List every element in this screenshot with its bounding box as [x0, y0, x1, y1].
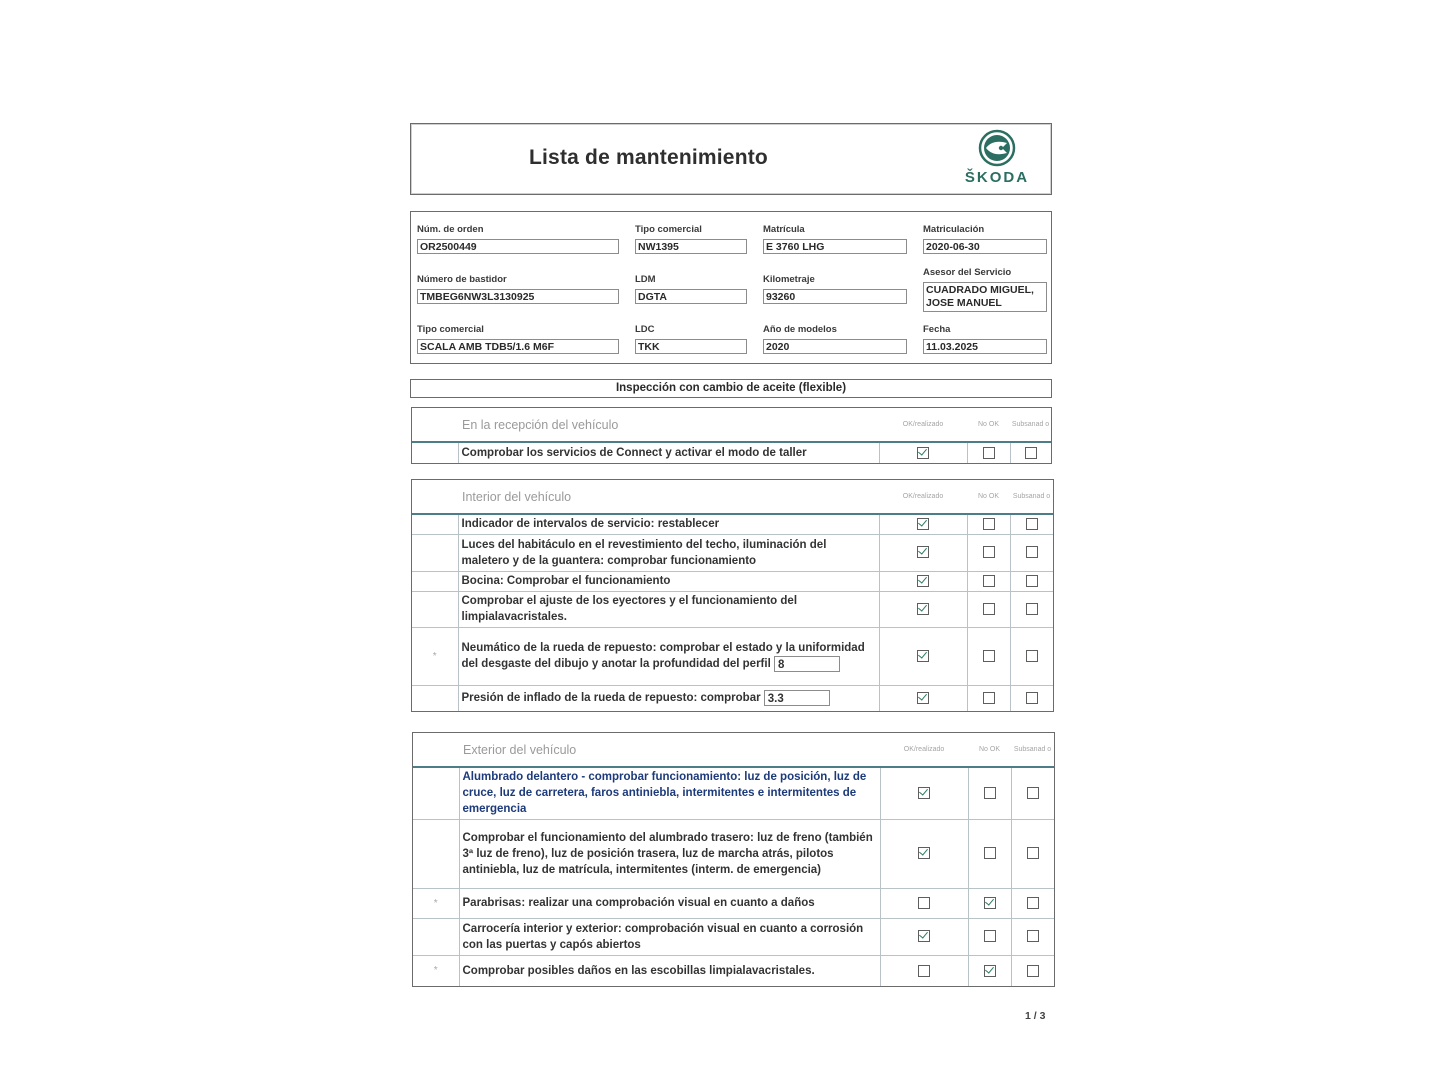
section-title: En la recepción del vehículo	[412, 408, 879, 442]
ok-checkbox[interactable]	[917, 603, 929, 615]
row-text: Bocina: Comprobar el funcionamiento	[458, 571, 879, 591]
not-ok-checkbox[interactable]	[983, 447, 995, 459]
inspection-type-banner: Inspección con cambio de aceite (flexible)	[410, 379, 1052, 398]
row-mark	[412, 442, 458, 463]
col-solved-header: Subsanad o	[1010, 480, 1053, 514]
solved-checkbox[interactable]	[1026, 518, 1038, 530]
checklist-row	[412, 442, 1051, 463]
row-text: Comprobar el funcionamiento del alumbrado trasero: luz de freno (también 3ª luz de freno), luz de posición trasera, luz de marcha atrás, pilotos antiniebla, luz de matrícula, intermitentes (interm. de emergencia)	[459, 819, 880, 888]
checklist-row	[412, 685, 1053, 711]
page-number: 1 / 3	[1025, 1010, 1046, 1022]
checklist-row	[412, 514, 1053, 534]
row-mark	[412, 534, 458, 571]
col-ok-header: OK/realizado	[880, 733, 968, 767]
col-not-ok-header: No OK	[967, 408, 1010, 442]
col-ok-header: OK/realizado	[879, 480, 967, 514]
section-reception	[411, 407, 1052, 464]
ok-checkbox[interactable]	[917, 650, 929, 662]
row-text: Luces del habitáculo en el revestimiento del techo, iluminación del maletero y de la guantera: comprobar funcionamiento	[458, 534, 879, 571]
ok-checkbox[interactable]	[917, 575, 929, 587]
checklist-row	[412, 627, 1053, 685]
row-text: Comprobar los servicios de Connect y activar el modo de taller	[458, 442, 879, 463]
vehicle-info-box	[410, 211, 1052, 364]
checklist-row	[412, 534, 1053, 571]
registration-date-field: Matriculación 2020-06-30	[923, 224, 1047, 254]
not-ok-checkbox[interactable]	[984, 897, 996, 909]
ldm-field: LDM DGTA	[635, 274, 747, 304]
row-text: Alumbrado delantero - comprobar funcionamiento: luz de posición, luz de cruce, luz de carretera, faros antiniebla, intermitentes e intermitentes de emergencia	[459, 767, 880, 819]
row-mark	[412, 514, 458, 534]
row-mark	[413, 767, 459, 819]
date-field: Fecha 11.03.2025	[923, 324, 1047, 354]
solved-checkbox[interactable]	[1026, 603, 1038, 615]
tread-depth-input[interactable]: 8	[774, 656, 840, 672]
section-title: Exterior del vehículo	[413, 733, 880, 767]
skoda-arrow-icon	[977, 129, 1017, 167]
solved-checkbox[interactable]	[1026, 546, 1038, 558]
col-not-ok-header: No OK	[968, 733, 1011, 767]
row-text: Comprobar posibles daños en las escobillas limpialavacristales.	[459, 955, 880, 986]
ok-checkbox[interactable]	[918, 965, 930, 977]
col-solved-header: Subsanad o	[1010, 408, 1051, 442]
checklist-row	[413, 955, 1054, 986]
ok-checkbox[interactable]	[918, 930, 930, 942]
ok-checkbox[interactable]	[918, 897, 930, 909]
mileage-field: Kilometraje 93260	[763, 274, 907, 304]
solved-checkbox[interactable]	[1027, 897, 1039, 909]
row-mark	[412, 571, 458, 591]
row-mark	[413, 819, 459, 888]
solved-checkbox[interactable]	[1027, 930, 1039, 942]
not-ok-checkbox[interactable]	[984, 787, 996, 799]
not-ok-checkbox[interactable]	[984, 930, 996, 942]
not-ok-checkbox[interactable]	[983, 518, 995, 530]
row-mark	[413, 918, 459, 955]
row-text: Neumático de la rueda de repuesto: comprobar el estado y la uniformidad del desgaste del dibujo y anotar la profundidad del perfil	[461, 641, 865, 671]
solved-checkbox[interactable]	[1027, 965, 1039, 977]
section-interior	[411, 479, 1054, 712]
solved-checkbox[interactable]	[1026, 650, 1038, 662]
order-number-field: Núm. de orden OR2500449	[417, 224, 619, 254]
checklist-row	[413, 888, 1054, 918]
ldc-field: LDC TKK	[635, 324, 747, 354]
not-ok-checkbox[interactable]	[983, 575, 995, 587]
checklist-row	[413, 918, 1054, 955]
vin-field: Número de bastidor TMBEG6NW3L3130925	[417, 274, 619, 304]
row-text: Presión de inflado de la rueda de repuesto: comprobar	[461, 692, 761, 705]
not-ok-checkbox[interactable]	[983, 603, 995, 615]
skoda-logo	[955, 129, 1039, 189]
ok-checkbox[interactable]	[917, 518, 929, 530]
col-ok-header: OK/realizado	[879, 408, 967, 442]
solved-checkbox[interactable]	[1027, 847, 1039, 859]
not-ok-checkbox[interactable]	[984, 847, 996, 859]
service-advisor-field: Asesor del Servicio CUADRADO MIGUEL, JOSE MANUEL	[923, 267, 1047, 312]
col-solved-header: Subsanad o	[1011, 733, 1054, 767]
not-ok-checkbox[interactable]	[983, 546, 995, 558]
commercial-type-field: Tipo comercial NW1395	[635, 224, 747, 254]
checklist-row	[413, 819, 1054, 888]
tire-pressure-input[interactable]: 3.3	[764, 690, 830, 706]
not-ok-checkbox[interactable]	[983, 692, 995, 704]
row-mark	[412, 591, 458, 627]
ok-checkbox[interactable]	[917, 546, 929, 558]
row-mark: *	[412, 627, 458, 685]
row-mark: *	[413, 955, 459, 986]
skoda-wordmark: ŠKODA	[964, 169, 1030, 186]
row-text: Comprobar el ajuste de los eyectores y el funcionamiento del limpialavacristales.	[458, 591, 879, 627]
ok-checkbox[interactable]	[918, 787, 930, 799]
not-ok-checkbox[interactable]	[983, 650, 995, 662]
solved-checkbox[interactable]	[1027, 787, 1039, 799]
solved-checkbox[interactable]	[1026, 692, 1038, 704]
ok-checkbox[interactable]	[918, 847, 930, 859]
not-ok-checkbox[interactable]	[984, 965, 996, 977]
commercial-model-field: Tipo comercial SCALA AMB TDB5/1.6 M6F	[417, 324, 619, 354]
model-year-field: Año de modelos 2020	[763, 324, 907, 354]
ok-checkbox[interactable]	[917, 692, 929, 704]
row-mark	[412, 685, 458, 711]
solved-checkbox[interactable]	[1025, 447, 1037, 459]
section-title: Interior del vehículo	[412, 480, 879, 514]
license-plate-field: Matrícula E 3760 LHG	[763, 224, 907, 254]
section-exterior	[412, 732, 1055, 987]
ok-checkbox[interactable]	[917, 447, 929, 459]
title-box	[410, 123, 1052, 195]
row-text: Parabrisas: realizar una comprobación visual en cuanto a daños	[459, 888, 880, 918]
solved-checkbox[interactable]	[1026, 575, 1038, 587]
row-text: Indicador de intervalos de servicio: restablecer	[458, 514, 879, 534]
checklist-row	[413, 767, 1054, 819]
page-title: Lista de mantenimiento	[529, 146, 768, 169]
col-not-ok-header: No OK	[967, 480, 1010, 514]
row-mark: *	[413, 888, 459, 918]
checklist-row	[412, 591, 1053, 627]
checklist-row	[412, 571, 1053, 591]
row-text: Carrocería interior y exterior: comprobación visual en cuanto a corrosión con las puertas y capós abiertos	[459, 918, 880, 955]
